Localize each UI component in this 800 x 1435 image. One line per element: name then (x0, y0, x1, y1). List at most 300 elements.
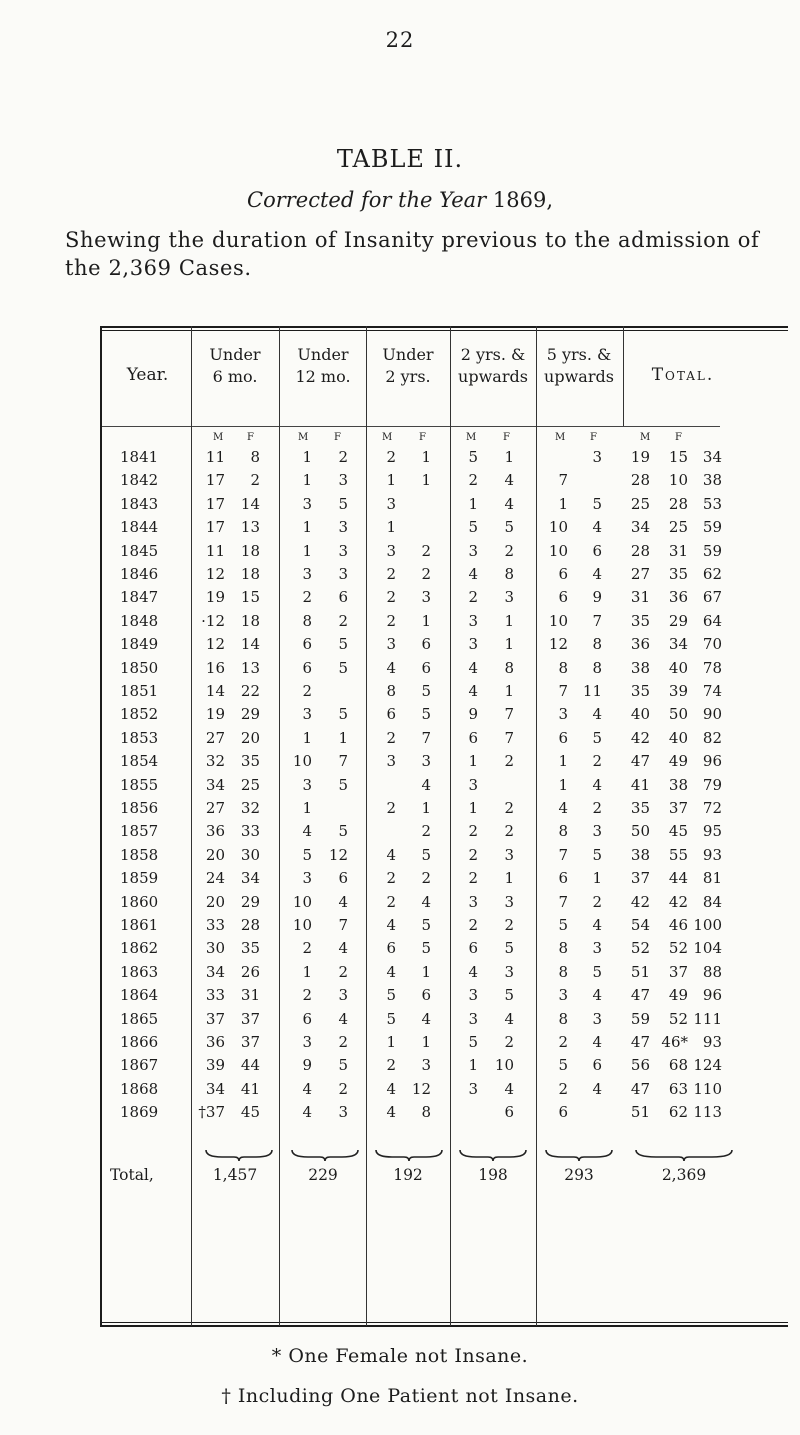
table-cell: 4 (338, 939, 348, 958)
table-cell: 7 (338, 916, 348, 934)
table-cell: 6 (386, 939, 396, 958)
table-cell: 4 (592, 1079, 602, 1098)
table-cell: 6 (468, 939, 478, 958)
table-cell: 5 (338, 494, 348, 513)
table-cell: 44 (240, 1056, 260, 1075)
table-cell: 17 (205, 471, 225, 490)
bottom-rule-thin (100, 1322, 788, 1323)
table-cell: 3 (468, 611, 478, 630)
table-cell: 31 (668, 541, 688, 560)
table-cell: 34 (668, 635, 688, 654)
table-cell: 6 (338, 869, 348, 888)
table-cell: 33 (205, 916, 225, 934)
table-cell: 1 (386, 1033, 396, 1051)
table-cell: 79 (702, 775, 722, 794)
table-cell: 35 (630, 682, 650, 700)
table-cell: 30 (205, 939, 225, 958)
table-cell: 1 (302, 799, 312, 817)
table-cell: 5 (468, 518, 478, 537)
table-cell: 2 (468, 916, 478, 934)
header-5yrs-upwards-line2: upwards (544, 367, 614, 386)
table-cell: 9 (468, 705, 478, 724)
table-cell: 45 (240, 1103, 260, 1122)
row-year: 1844 (120, 518, 159, 537)
table-cell: 1 (302, 518, 312, 537)
table-cell: 28 (668, 494, 688, 513)
table-cell: 2 (386, 588, 396, 607)
table-cell: 49 (668, 752, 688, 771)
table-cell: 3 (504, 845, 514, 864)
header-rule (100, 426, 720, 427)
table-cell: 5 (302, 845, 312, 864)
table-cell: 18 (240, 565, 260, 583)
table-cell: 6 (558, 588, 568, 607)
table-cell: 1 (468, 752, 478, 771)
table-cell: 124 (693, 1056, 722, 1075)
table-cell: 38 (668, 775, 688, 794)
table-row (100, 1080, 788, 1103)
table-cell: 1 (468, 799, 478, 817)
table-cell: 3 (504, 588, 514, 607)
table-cell: 22 (240, 682, 260, 700)
header-under-12mo (283, 344, 363, 388)
row-year: 1856 (120, 799, 159, 817)
table-cell: 2 (421, 541, 431, 560)
table-cell: 12 (205, 565, 225, 583)
table-cell: 2 (338, 611, 348, 630)
table-cell: 4 (302, 822, 312, 841)
page-number: 22 (385, 28, 415, 52)
total-all: 2,369 (661, 1166, 707, 1184)
row-year: 1849 (120, 635, 159, 654)
table-cell: 5 (421, 845, 431, 864)
table-cell: †37 (198, 1103, 225, 1122)
table-row (100, 471, 788, 494)
table-cell: 10 (292, 892, 312, 911)
table-cell: 25 (240, 775, 260, 794)
table-cell: 1 (558, 775, 568, 794)
table-cell: 6 (421, 986, 431, 1005)
table-cell: 3 (338, 565, 348, 583)
table-cell: 8 (558, 962, 568, 981)
table-cell: 36 (668, 588, 688, 607)
table-cell: 7 (558, 471, 568, 490)
table-cell: 3 (338, 1103, 348, 1122)
table-cell: 17 (205, 494, 225, 513)
table-cell: 2 (302, 986, 312, 1005)
table-cell: 3 (302, 1033, 312, 1051)
table-row (100, 682, 788, 705)
table-cell: 3 (592, 1009, 602, 1028)
table-cell: 5 (338, 775, 348, 794)
table-cell: 53 (702, 494, 722, 513)
table-cell: 3 (302, 775, 312, 794)
table-cell: 2 (468, 471, 478, 490)
table-cell: 1 (421, 611, 431, 630)
table-cell: 8 (302, 611, 312, 630)
table-cell: 8 (558, 939, 568, 958)
table-cell: 2 (504, 1033, 514, 1051)
table-row (100, 776, 788, 799)
total-5yrs-upwards: 293 (564, 1166, 594, 1184)
table-cell: 12 (411, 1079, 431, 1098)
mf-f-2: F (334, 432, 341, 443)
table-cell: 19 (205, 705, 225, 724)
table-cell: 29 (668, 611, 688, 630)
table-cell: 2 (468, 588, 478, 607)
table-cell: 95 (702, 822, 722, 841)
table-cell: 15 (668, 448, 688, 466)
table-cell: 28 (630, 471, 650, 490)
table-cell: 68 (668, 1056, 688, 1075)
table-cell: 3 (558, 705, 568, 724)
table-cell: 3 (421, 1056, 431, 1075)
row-year: 1869 (120, 1103, 159, 1122)
table-cell: 13 (240, 518, 260, 537)
table-cell: 9 (302, 1056, 312, 1075)
table-cell: 55 (668, 845, 688, 864)
table-cell: 1 (302, 471, 312, 490)
table-cell: 25 (668, 518, 688, 537)
table-cell: 113 (693, 1103, 722, 1122)
table-cell: 104 (693, 939, 722, 958)
table-cell: 4 (468, 565, 478, 583)
table-cell: 78 (702, 658, 722, 677)
row-year: 1847 (120, 588, 159, 607)
total-under-2yrs: 192 (393, 1166, 423, 1184)
table-cell: 7 (504, 705, 514, 724)
header-year: Year. (126, 365, 169, 385)
table-cell: 5 (592, 728, 602, 747)
table-cell: 37 (205, 1009, 225, 1028)
table-cell: 4 (592, 1033, 602, 1051)
table-cell: 5 (338, 822, 348, 841)
table-cell: 100 (693, 916, 722, 934)
table-cell: 2 (504, 799, 514, 817)
table-row (100, 635, 788, 658)
table-row (100, 495, 788, 518)
table-cell: 1 (504, 448, 514, 466)
table-cell: 2 (592, 799, 602, 817)
table-cell: 2 (386, 611, 396, 630)
table-cell: 18 (240, 541, 260, 560)
table-cell: 3 (386, 752, 396, 771)
table-cell: 19 (205, 588, 225, 607)
table-cell: 5 (468, 1033, 478, 1051)
table-cell: 2 (386, 892, 396, 911)
header-total: Total. (651, 365, 715, 385)
mf-f-1: F (247, 432, 254, 443)
brace-icon (374, 1148, 444, 1162)
table-cell: 5 (504, 939, 514, 958)
table-cell: 3 (468, 1079, 478, 1098)
header-under-2yrs-line2: 2 yrs. (385, 367, 431, 386)
table-cell: 13 (240, 658, 260, 677)
table-cell: 1 (468, 1056, 478, 1075)
totals-label: Total, (110, 1166, 154, 1184)
row-year: 1848 (120, 611, 159, 630)
table-cell: 29 (240, 892, 260, 911)
table-cell: 11 (205, 541, 225, 560)
header-5yrs-upwards-line1: 5 yrs. & (546, 345, 612, 364)
table-row (100, 939, 788, 962)
table-cell: 2 (250, 471, 260, 490)
table-cell: 33 (240, 822, 260, 841)
table-cell: 3 (338, 986, 348, 1005)
table-cell: 40 (668, 658, 688, 677)
table-cell: 3 (468, 775, 478, 794)
table-cell: 74 (702, 682, 722, 700)
table-cell: 27 (205, 728, 225, 747)
table-cell: 11 (205, 448, 225, 466)
table-cell: 1 (504, 611, 514, 630)
table-cell: 34 (205, 775, 225, 794)
table-cell: 10 (292, 916, 312, 934)
table-cell: 4 (338, 1009, 348, 1028)
table-cell: 5 (421, 916, 431, 934)
row-year: 1864 (120, 986, 159, 1005)
table-cell: 10 (668, 471, 688, 490)
table-cell: 39 (668, 682, 688, 700)
table-cell: 4 (592, 518, 602, 537)
mf-m-4: M (466, 432, 477, 443)
table-cell: 8 (386, 682, 396, 700)
row-year: 1859 (120, 869, 159, 888)
table-cell: 4 (421, 892, 431, 911)
table-row (100, 1103, 788, 1126)
table-cell: 4 (302, 1103, 312, 1122)
table-cell: 1 (421, 471, 431, 490)
table-cell: 28 (240, 916, 260, 934)
row-year: 1861 (120, 916, 159, 934)
table-cell: 3 (421, 588, 431, 607)
description (65, 226, 795, 282)
table-cell: 2 (421, 869, 431, 888)
table-cell: 4 (386, 962, 396, 981)
table-cell: 47 (630, 1033, 650, 1051)
table-cell: 2 (302, 939, 312, 958)
table-cell: 2 (338, 1033, 348, 1051)
table-cell: 2 (504, 822, 514, 841)
table-cell: 47 (630, 752, 650, 771)
mf-f-4: F (503, 432, 510, 443)
table-cell: 3 (302, 869, 312, 888)
table-cell: 46 (668, 916, 688, 934)
bottom-rule (100, 1325, 788, 1327)
table-cell: 11 (582, 682, 602, 700)
table-cell: 44 (668, 869, 688, 888)
total-under-6mo: 1,457 (212, 1166, 258, 1184)
mf-m-5: M (555, 432, 566, 443)
table-cell: 34 (702, 448, 722, 466)
row-year: 1842 (120, 471, 159, 490)
table-cell: 62 (668, 1103, 688, 1122)
row-year: 1868 (120, 1079, 159, 1098)
mf-m-2: M (298, 432, 309, 443)
header-under-12mo-line1: Under (297, 345, 349, 364)
table-cell: 3 (386, 541, 396, 560)
table-cell: 3 (421, 752, 431, 771)
total-2yrs-upwards: 198 (478, 1166, 508, 1184)
table-cell: 1 (302, 728, 312, 747)
table-cell: 1 (504, 869, 514, 888)
table-cell: 59 (630, 1009, 650, 1028)
table-cell: 4 (592, 986, 602, 1005)
table-cell: 5 (504, 518, 514, 537)
table-cell: 1 (592, 869, 602, 888)
table-cell: 3 (338, 518, 348, 537)
table-cell: 30 (240, 845, 260, 864)
table-cell: 2 (338, 448, 348, 466)
table-cell: 2 (302, 588, 312, 607)
table-cell: 51 (630, 1103, 650, 1122)
table-cell: 10 (494, 1056, 514, 1075)
table-cell: 64 (702, 611, 722, 630)
row-year: 1866 (120, 1033, 159, 1051)
table-cell: 3 (338, 471, 348, 490)
table-cell: 18 (240, 611, 260, 630)
table-cell: 82 (702, 728, 722, 747)
table-cell: 1 (558, 494, 568, 513)
table-row (100, 729, 788, 752)
table-cell: 49 (668, 986, 688, 1005)
table-row (100, 565, 788, 588)
table-cell: 72 (702, 799, 722, 817)
footnote-1: * One Female not Insane. (271, 1345, 529, 1367)
subtitle-year: 1869, (492, 188, 553, 212)
table-cell: 8 (504, 658, 514, 677)
table-cell: 4 (302, 1079, 312, 1098)
table-cell: 37 (668, 799, 688, 817)
table-cell: 31 (240, 986, 260, 1005)
table-cell: 1 (468, 494, 478, 513)
table-cell: 2 (468, 845, 478, 864)
table-cell: 12 (548, 635, 568, 654)
table-cell: 37 (630, 869, 650, 888)
table-cell: 10 (292, 752, 312, 771)
table-cell: 20 (205, 845, 225, 864)
table-cell: 6 (558, 869, 568, 888)
table-cell: 36 (205, 822, 225, 841)
table-cell: 32 (205, 752, 225, 771)
table-cell: 8 (558, 822, 568, 841)
table-cell: 35 (240, 939, 260, 958)
table-row (100, 1010, 788, 1033)
table-cell: 4 (468, 962, 478, 981)
table-cell: 84 (702, 892, 722, 911)
subtitle-text: Corrected for the Year (247, 188, 487, 212)
brace-icon (634, 1148, 734, 1162)
table-cell: 1 (302, 962, 312, 981)
table-cell: 3 (592, 448, 602, 466)
table-cell: 2 (338, 1079, 348, 1098)
table-cell: 110 (693, 1079, 722, 1098)
table-cell: 2 (468, 869, 478, 888)
table-cell: 5 (421, 682, 431, 700)
mf-m-1: M (213, 432, 224, 443)
table-cell: 24 (205, 869, 225, 888)
table-cell: 20 (240, 728, 260, 747)
table-cell: 3 (386, 635, 396, 654)
table-cell: 2 (386, 728, 396, 747)
table-row (100, 963, 788, 986)
table-cell: 7 (504, 728, 514, 747)
col-divider-6 (623, 326, 624, 426)
table-cell: 88 (702, 962, 722, 981)
table-cell: 6 (421, 635, 431, 654)
row-year: 1851 (120, 682, 159, 700)
table-row (100, 869, 788, 892)
table-cell: 35 (668, 565, 688, 583)
table-cell: 16 (205, 658, 225, 677)
header-under-2yrs (368, 344, 448, 388)
table-cell: 14 (205, 682, 225, 700)
table-cell: 8 (504, 565, 514, 583)
footnote-2: † Including One Patient not Insane. (221, 1385, 579, 1407)
mf-m-6: M (640, 432, 651, 443)
table-cell: 4 (386, 1103, 396, 1122)
table-cell: 8 (592, 635, 602, 654)
table-cell: 93 (702, 845, 722, 864)
header-2yrs-upwards-line2: upwards (458, 367, 528, 386)
table-cell: 6 (592, 1056, 602, 1075)
table-cell: 41 (240, 1079, 260, 1098)
table-cell: 2 (504, 916, 514, 934)
header-under-6mo-line2: 6 mo. (212, 367, 258, 386)
table-cell: 4 (504, 494, 514, 513)
table-cell: 3 (302, 705, 312, 724)
table-cell: 2 (504, 541, 514, 560)
table-cell: 3 (504, 962, 514, 981)
table-cell: 6 (386, 705, 396, 724)
table-cell: 2 (421, 565, 431, 583)
table-cell: 1 (302, 448, 312, 466)
row-year: 1843 (120, 494, 159, 513)
table-cell: 10 (548, 541, 568, 560)
table-cell: 41 (630, 775, 650, 794)
table-cell: 8 (250, 448, 260, 466)
table-cell: 7 (421, 728, 431, 747)
table-cell: 4 (386, 658, 396, 677)
description-line1: Shewing the duration of Insanity previous to the admission of (65, 228, 760, 252)
table-cell: 81 (702, 869, 722, 888)
table-cell: 111 (693, 1009, 722, 1028)
table-cell: 40 (668, 728, 688, 747)
table-cell: 5 (558, 1056, 568, 1075)
table-cell: 14 (240, 635, 260, 654)
row-year: 1854 (120, 752, 159, 771)
table-cell: 90 (702, 705, 722, 724)
table-cell: 4 (386, 1079, 396, 1098)
table-cell: 52 (630, 939, 650, 958)
table-cell: 14 (240, 494, 260, 513)
header-under-6mo (195, 344, 275, 388)
table-cell: 6 (302, 658, 312, 677)
table-cell: 28 (630, 541, 650, 560)
header-2yrs-upwards-line1: 2 yrs. & (460, 345, 526, 364)
table-cell: 63 (668, 1079, 688, 1098)
table-cell: 4 (592, 705, 602, 724)
table-cell: 4 (386, 845, 396, 864)
table-cell: 50 (630, 822, 650, 841)
table-cell: 38 (630, 845, 650, 864)
table-cell: 6 (302, 1009, 312, 1028)
table-cell: 2 (592, 752, 602, 771)
top-rule (100, 326, 788, 328)
table-row (100, 518, 788, 541)
table-cell: 3 (338, 541, 348, 560)
table-cell: 96 (702, 986, 722, 1005)
